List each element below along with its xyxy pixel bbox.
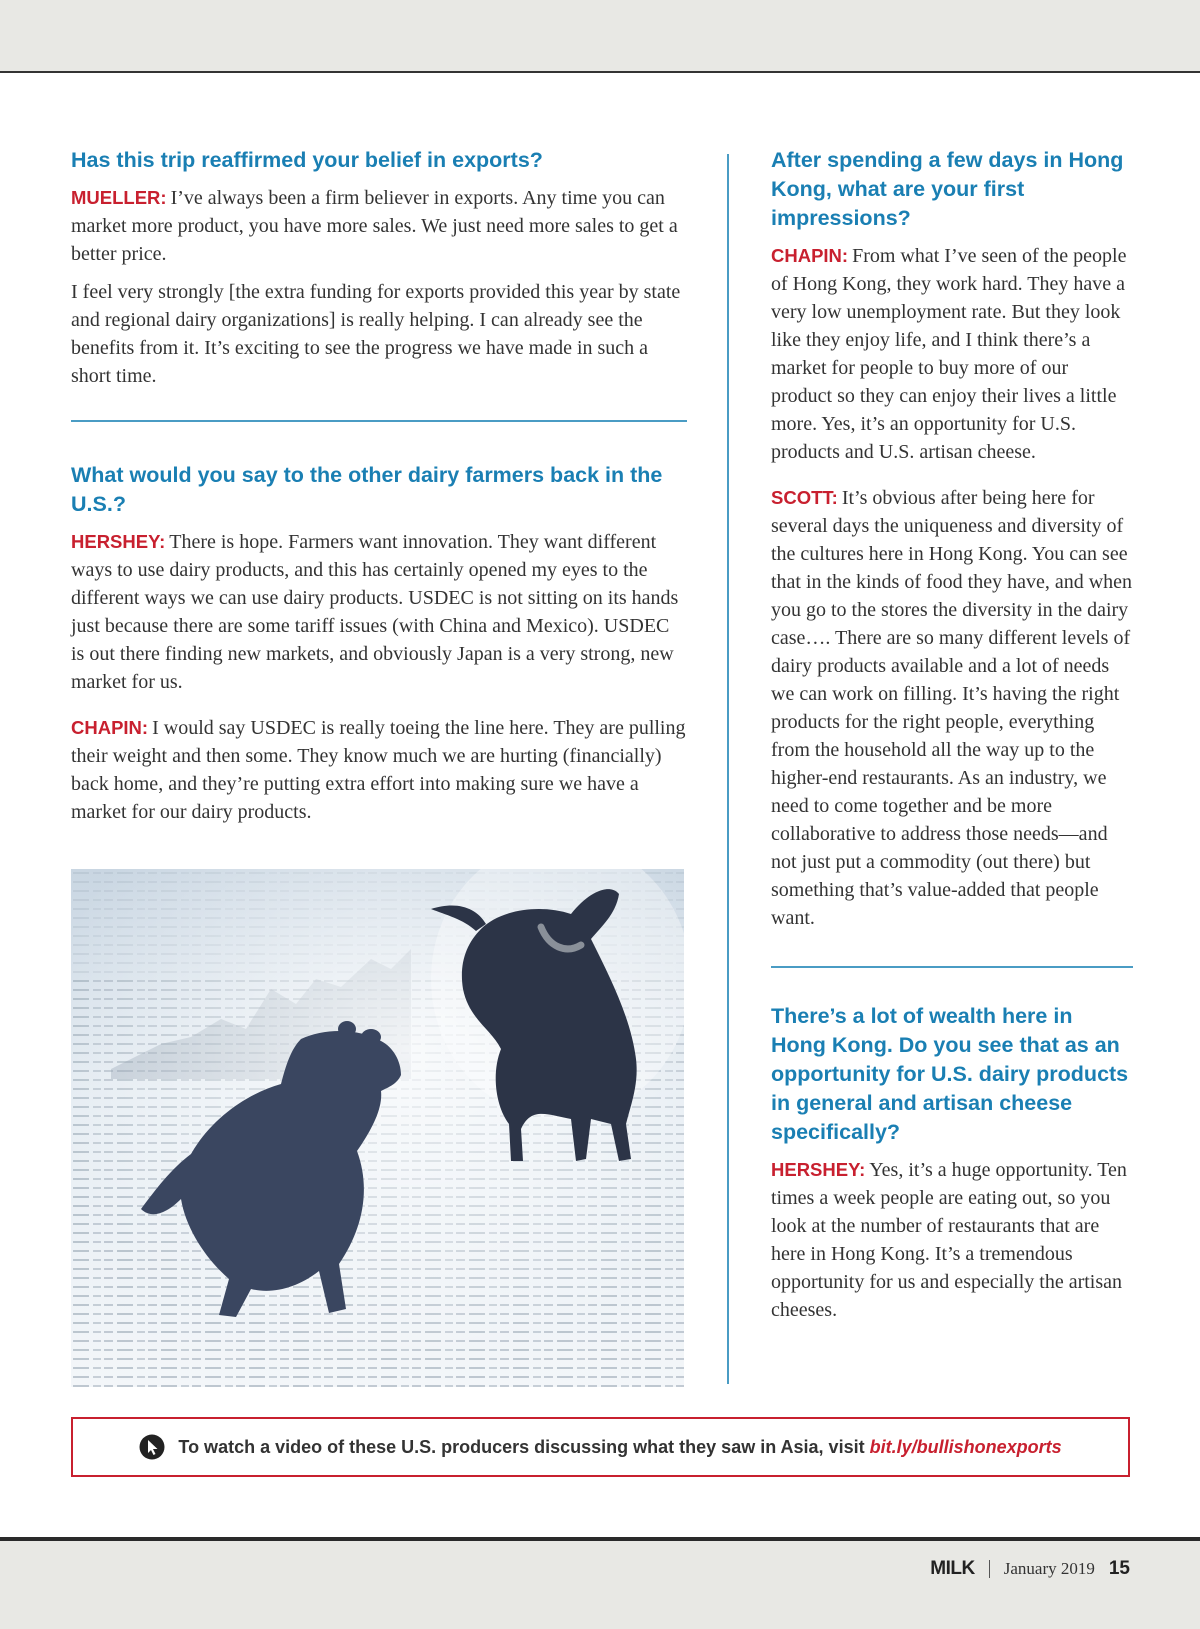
question-heading-wealth: There’s a lot of wealth here in Hong Kong. Do you see that as an opportunity for U.S. dairy products in general and artisan cheese specifically?	[771, 1004, 1129, 1144]
page-number: 15	[1108, 1558, 1130, 1579]
bear-bull-photo	[71, 869, 684, 1387]
cursor-arrow-icon	[139, 1434, 165, 1460]
answer-paragraph	[771, 242, 1133, 466]
speaker-label: CHAPIN:	[71, 717, 149, 738]
bear-bull-illustration	[71, 869, 684, 1387]
answer-text: From what I’ve seen of the people of Hong Kong, they work hard. They have a very low unemployment rate. But they look like they enjoy life, and I think there’s a market for people to buy more of our product so they can enjoy their lives a little more. Yes, it’s an opportunity for U.S. products and U.S. artisan cheese.	[771, 245, 1127, 463]
answer-text: I feel very strongly [the extra funding for exports provided this year by state and regional dairy organizations] is really helping. I can already see the benefits from it. It’s exciting to see the progress we have made in such a short time.	[71, 281, 681, 387]
answer-text: It’s obvious after being here for several days the uniqueness and diversity of the cultures here in Hong Kong. You can see that in the kinds of food they have, and when you go to the stores the diversity in the dairy case…. There are so many different levels of dairy products available and a lot of needs we can work on filling. It’s having the right products for the right people, everything from the household all the way up to the higher-end restaurants. As an industry, we need to come together and be more collaborative to address those needs—and not just put a commodity (out there) but something that’s value-added that people want.	[771, 487, 1133, 929]
answer-text: I’ve always been a firm believer in exports. Any time you can market more product, you have more sales. We just need more sales to get a better price.	[71, 187, 678, 265]
issue-date: January 2019	[1003, 1559, 1095, 1578]
speaker-label: HERSHEY:	[71, 531, 166, 552]
page-footer	[930, 1556, 1130, 1582]
answer-paragraph	[71, 528, 687, 696]
answer-paragraph	[71, 278, 687, 390]
speaker-label: HERSHEY:	[771, 1159, 866, 1180]
question-heading-first-impressions: After spending a few days in Hong Kong, what are your first impressions?	[771, 148, 1124, 230]
right-column	[771, 146, 1133, 1334]
top-band	[0, 0, 1200, 73]
answer-text: Yes, it’s a huge opportunity. Ten times a week people are eating out, so you look at the number of restaurants that are here in Hong Kong. It’s a tremendous opportunity for us and especially the artisan cheeses.	[771, 1159, 1127, 1321]
bottom-band	[0, 1537, 1200, 1629]
speaker-label: MUELLER:	[71, 187, 167, 208]
answer-paragraph	[71, 184, 687, 268]
section-divider	[771, 966, 1133, 968]
video-link[interactable]: bit.ly/bullishonexports	[869, 1436, 1062, 1457]
answer-paragraph	[771, 1156, 1133, 1324]
column-divider	[727, 154, 729, 1384]
answer-paragraph	[771, 484, 1133, 932]
section-divider	[71, 420, 687, 422]
question-heading-exports: Has this trip reaffirmed your belief in exports?	[71, 148, 543, 172]
magazine-logo: MILK	[930, 1558, 975, 1579]
question-heading-other-farmers: What would you say to the other dairy farmers back in the U.S.?	[71, 463, 663, 516]
video-callout	[71, 1417, 1130, 1477]
answer-text: There is hope. Farmers want innovation. They want different ways to use dairy products, and this has certainly opened my eyes to the different ways we can use dairy products. USDEC is not sitting on its hands just because there are some tariff issues (with China and Mexico). USDEC is out there finding new markets, and obviously Japan is a very strong, new market for us.	[71, 531, 679, 693]
answer-paragraph	[71, 714, 687, 826]
answer-text: I would say USDEC is really toeing the line here. They are pulling their weight and then some. They know much we are hurting (financially) back home, and they’re putting extra effort into making sure we have a market for our dairy products.	[71, 717, 686, 823]
left-column	[71, 146, 687, 836]
speaker-label: CHAPIN:	[771, 245, 849, 266]
callout-text: To watch a video of these U.S. producers discussing what they saw in Asia, visit	[178, 1436, 865, 1457]
speaker-label: SCOTT:	[771, 487, 838, 508]
footer-separator	[989, 1560, 990, 1578]
